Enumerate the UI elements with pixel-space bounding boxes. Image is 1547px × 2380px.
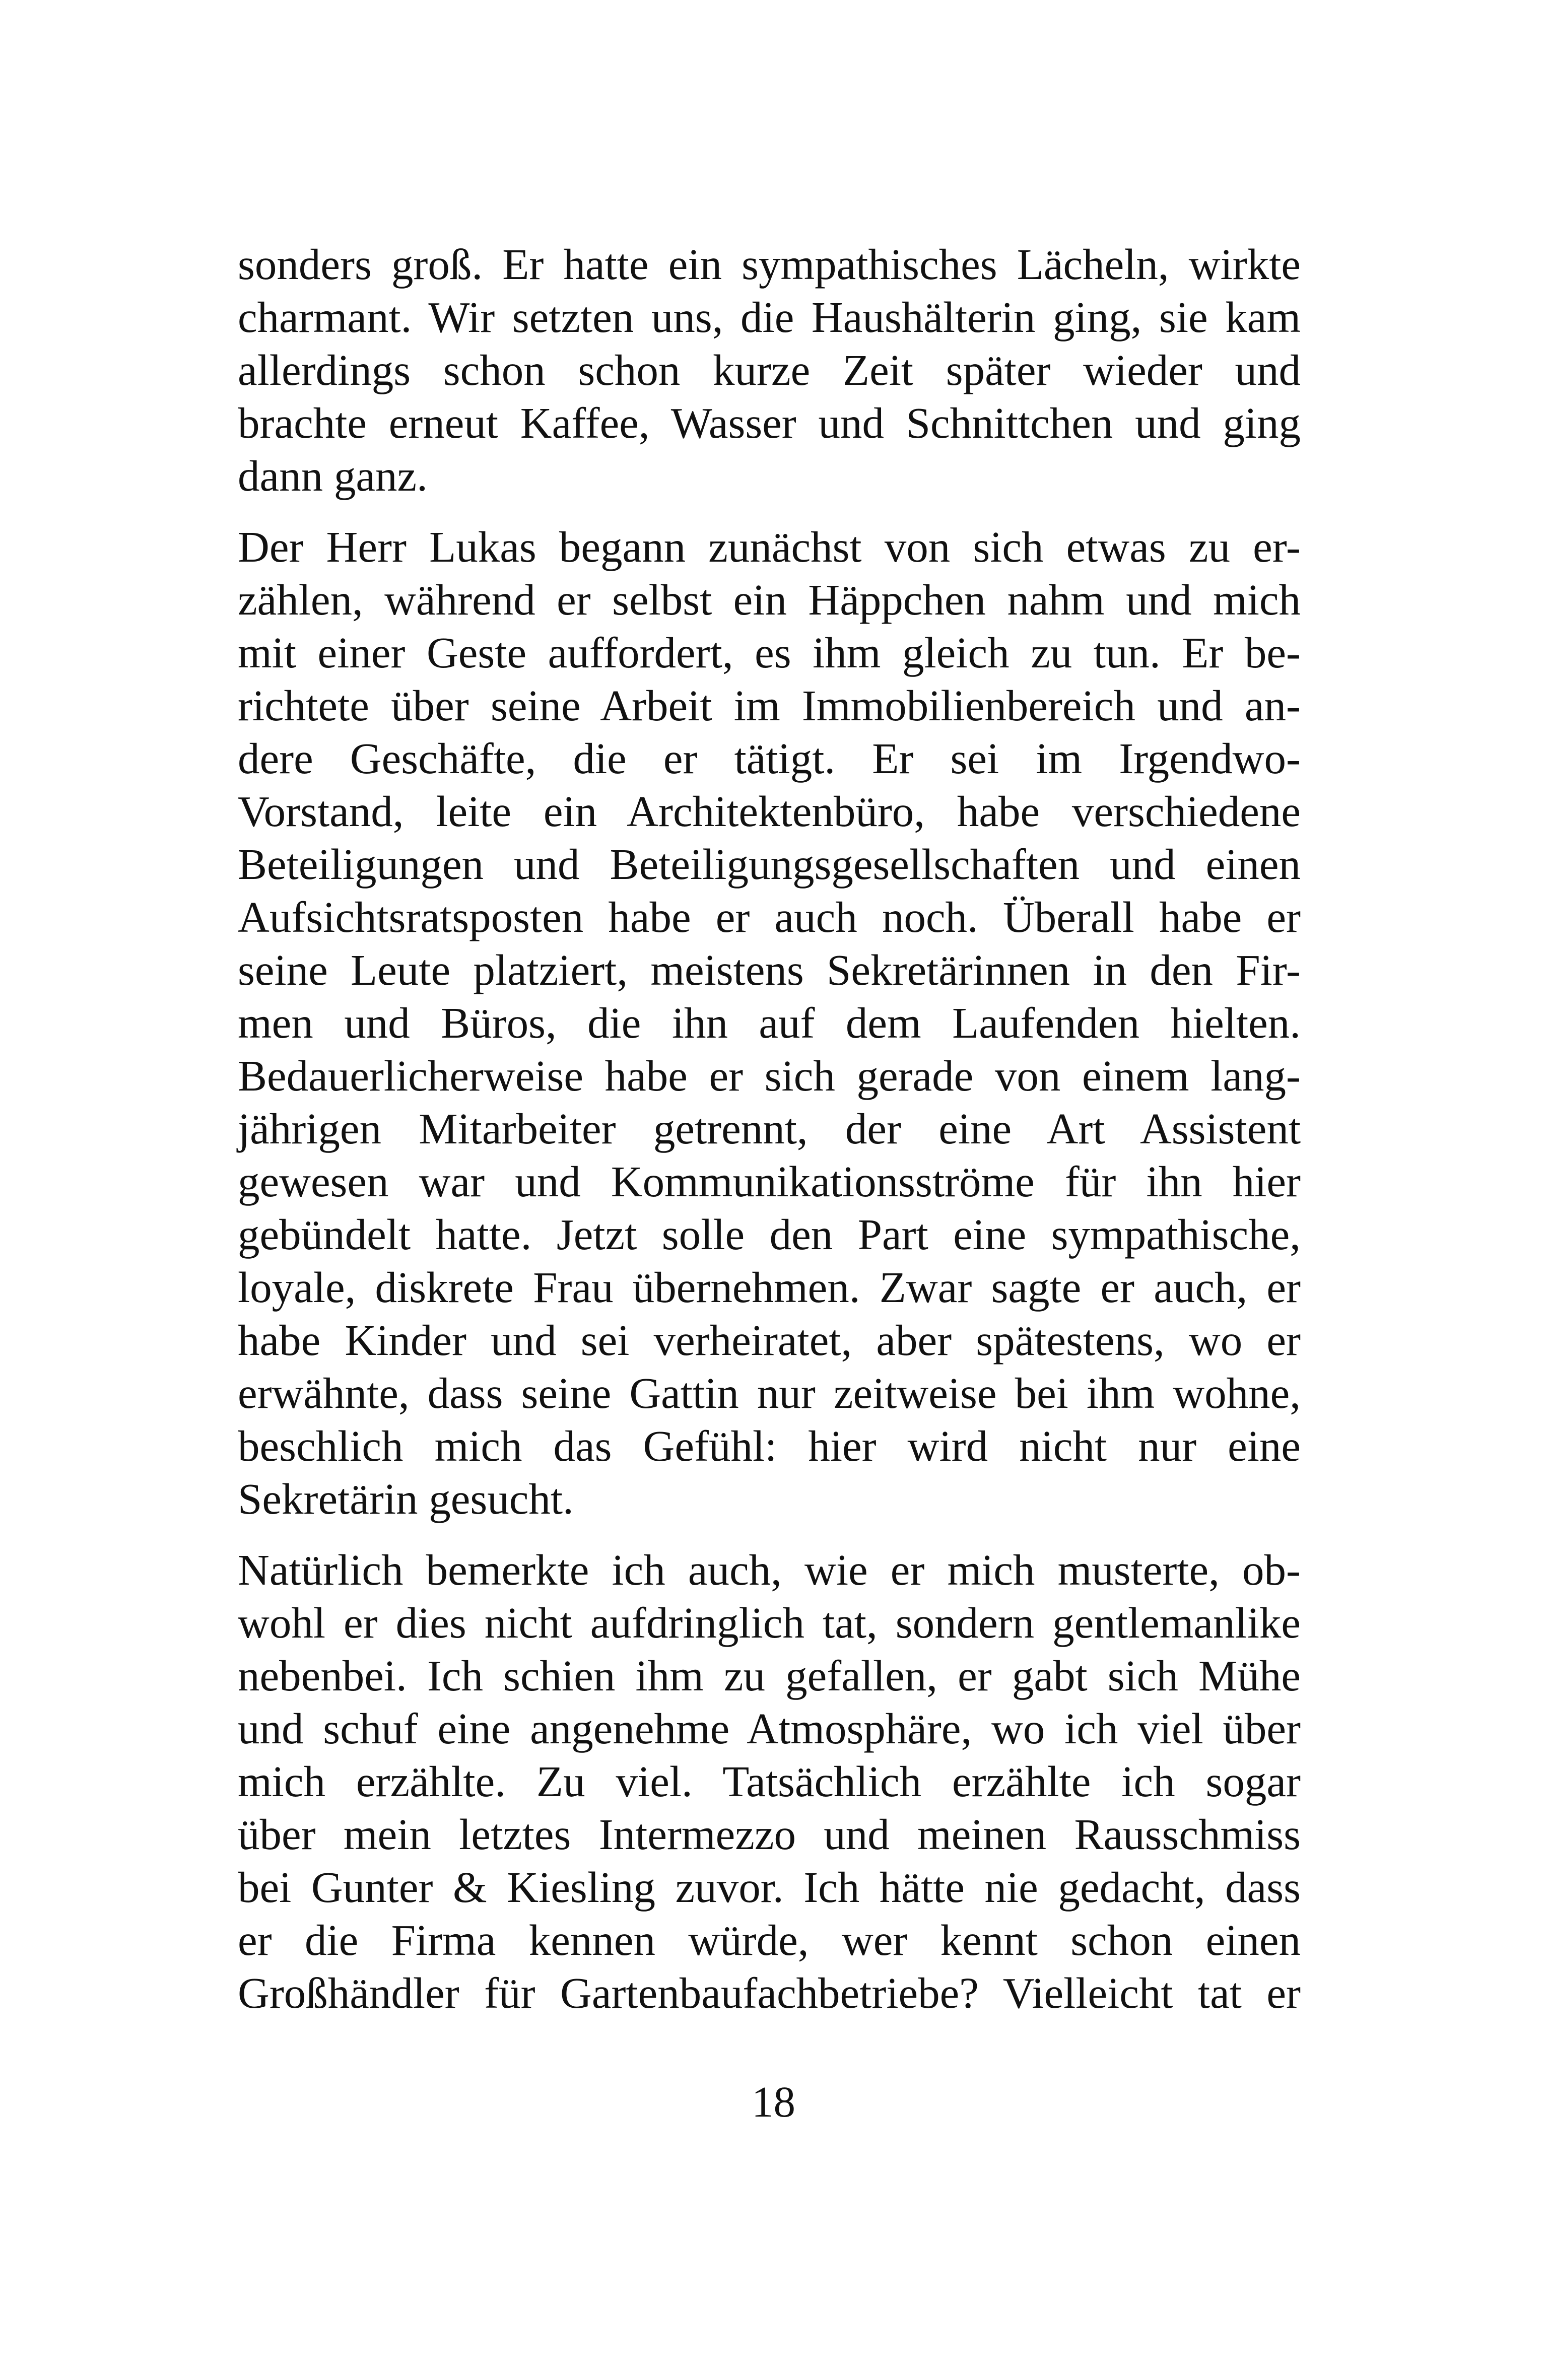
text-line: allerdings schon schon kurze Zeit später wieder und	[238, 346, 1301, 394]
page-number: 18	[752, 2077, 795, 2126]
text-line: erwähnte, dass seine Gattin nur zeitweise bei ihm wohne,	[238, 1369, 1301, 1417]
text-line: habe Kinder und sei verheiratet, aber spätestens, wo er	[238, 1316, 1301, 1365]
text-line: zählen, während er selbst ein Häppchen nahm und mich	[238, 575, 1301, 624]
text-line: gewesen war und Kommunikationsströme für ihn hier	[238, 1157, 1301, 1206]
text-line: nebenbei. Ich schien ihm zu gefallen, er gabt sich Mühe	[238, 1651, 1301, 1700]
text-line: beschlich mich das Gefühl: hier wird nicht nur eine	[238, 1421, 1301, 1470]
paragraph-gap	[238, 1525, 1301, 1543]
text-line: sonders groß. Er hatte ein sympathisches Lächeln, wirkte	[238, 240, 1301, 289]
text-line: dere Geschäfte, die er tätigt. Er sei im Irgendwo-	[238, 734, 1301, 783]
text-line: Natürlich bemerkte ich auch, wie er mich musterte, ob-	[238, 1545, 1301, 1594]
paragraph	[238, 238, 1301, 502]
text-line: und schuf eine angenehme Atmosphäre, wo ich viel über	[238, 1704, 1301, 1753]
text-line: men und Büros, die ihn auf dem Laufenden hielten.	[238, 998, 1301, 1047]
text-line: Der Herr Lukas begann zunächst von sich etwas zu er-	[238, 522, 1301, 571]
text-line: seine Leute platziert, meistens Sekretärinnen in den Fir-	[238, 945, 1301, 994]
text-line: jährigen Mitarbeiter getrennt, der eine Art Assistent	[238, 1104, 1301, 1153]
text-line: wohl er dies nicht aufdringlich tat, sondern gentlemanlike	[238, 1598, 1301, 1647]
text-line: richtete über seine Arbeit im Immobilienbereich und an-	[238, 681, 1301, 730]
text-line: gebündelt hatte. Jetzt solle den Part eine sympathische,	[238, 1210, 1301, 1259]
text-line: dann ganz.	[238, 451, 428, 500]
paragraph	[238, 1543, 1301, 2019]
text-line: Großhändler für Gartenbaufachbetriebe? Vielleicht tat er	[238, 1968, 1301, 2017]
body-text	[238, 238, 1301, 2019]
text-line: über mein letztes Intermezzo und meinen Rausschmiss	[238, 1810, 1301, 1859]
text-line: Bedauerlicherweise habe er sich gerade von einem lang-	[238, 1051, 1301, 1100]
text-line: mit einer Geste auffordert, es ihm gleich zu tun. Er be-	[238, 628, 1301, 677]
text-line: brachte erneut Kaffee, Wasser und Schnittchen und ging	[238, 398, 1301, 447]
text-line: Sekretärin gesucht.	[238, 1474, 574, 1523]
paragraph	[238, 520, 1301, 1525]
text-line: er die Firma kennen würde, wer kennt schon einen	[238, 1916, 1301, 1964]
paragraph-gap	[238, 502, 1301, 520]
text-line: loyale, diskrete Frau übernehmen. Zwar sagte er auch, er	[238, 1263, 1301, 1312]
text-line: mich erzählte. Zu viel. Tatsächlich erzählte ich sogar	[238, 1757, 1301, 1806]
text-line: charmant. Wir setzten uns, die Haushälterin ging, sie kam	[238, 293, 1301, 342]
text-line: Aufsichtsratsposten habe er auch noch. Überall habe er	[238, 893, 1301, 941]
text-line: Vorstand, leite ein Architektenbüro, habe verschiedene	[238, 787, 1301, 836]
text-line: bei Gunter & Kiesling zuvor. Ich hätte nie gedacht, dass	[238, 1863, 1301, 1912]
text-line: Beteiligungen und Beteiligungsgesellschaften und einen	[238, 840, 1301, 889]
